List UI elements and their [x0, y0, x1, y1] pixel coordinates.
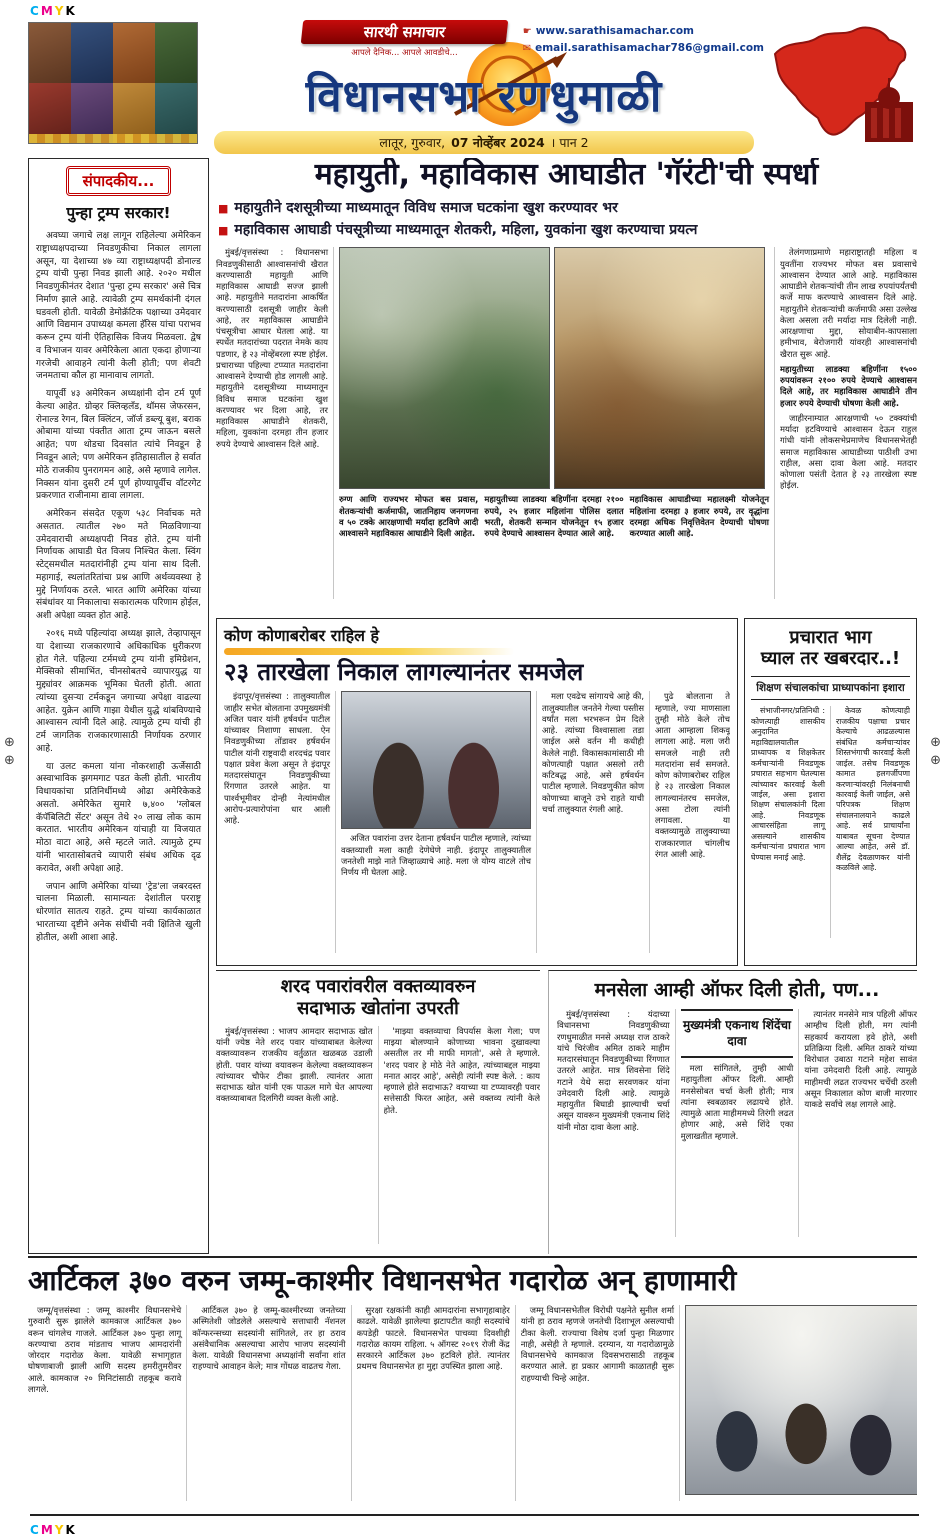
website-line [523, 23, 764, 40]
article-370-text: सुरक्षा रक्षकांनी काही आमदारांना सभागृहाबाहेर काढले. यावेळी झालेल्या झटापटीत काही सदस्यांचे कपडेही फाटले. विधानसभेत पाचव्या दिवशीही गदारोळ कायम राहिला. ५ ऑगस्ट २०१९ रोजी केंद्र सरकारने आर्टिकल ३७० हटविले होते. त्यानंतर प्रथमच विधानसभेत हा मुद्दा उपस्थित झाला आहे. [356, 1305, 510, 1372]
collage-photo [155, 83, 197, 143]
who-with-whom-article [216, 618, 738, 966]
masthead [28, 20, 917, 154]
lead-text: तेलंगणाप्रमाणे महाराष्ट्रातही महिला व युवतींना राज्यभर मोफत बस प्रवासाचे आश्वासन देण्यात आले आहे. महाविकास आघाडीने शेतकऱ्यांची तीन लाख रुपयांपर्यंतची कर्जे माफ करण्याचे आश्वासन दिले आहे. महायुतीने शेतकऱ्यांची कर्जमाफी असा उल्लेख केला असला तरी मर्यादा मात्र दिलेली नाही. आरक्षणाचा मुद्दा, सोयाबीन-कापसाला हमीभाव, बेरोजगारी यांवरही आश्वासनांची खैरात सुरू आहे. [780, 247, 917, 359]
editorial-paragraph: २०१६ मध्ये पहिल्यांदा अध्यक्ष झाले, तेव्हापासून या देशाच्या राजकारणाचे अधिकाधिक धुरीकरण होत गेले. पहिल्या टर्ममध्ये ट्रम्प यांनी इमिग्रेशन, मेक्सिको सीमाभिंत, चीनसोबतचे व्यापारयुद्ध या मुद्द्यांवर आक्रमक भूमिका घेतली होती. आता त्यांच्या दुसऱ्या टर्मकडून जगाच्या अपेक्षा वाढल्या आहेत. युक्रेन आणि गाझा येथील युद्धे थांबविण्याचे आश्वासन त्यांनी दिले आहे. त्यामुळे ट्रम्प यांची ही टर्म जागतिक राजकारणासाठी निर्णायक ठरणार आहे. [36, 628, 201, 754]
cmyk-m-mark: M [40, 4, 55, 18]
website-text: www.sarathisamachar.com [535, 25, 694, 37]
paper-name-ribbon [301, 20, 509, 44]
warning-subhead: शिक्षण संचालकांचा प्राध्यापकांना इशारा [751, 676, 910, 700]
photo-captions [339, 494, 769, 543]
article-370-column [357, 1305, 516, 1501]
paper-tagline: आपले दैनिक... आपले आवडीचे... [351, 48, 458, 58]
email-text: email.sarathisamachar786@gmail.com [535, 42, 764, 54]
mns-text: मला सांगितले, तुम्ही आधी महायुतीला ऑफर दिली. आम्ही मनसेसोबत चर्चा केली होती; मात्र त्यांना स्वबळावर लढायचे होते. त्यामुळे आता माहीममध्ये तिरंगी लढत होणार आहे, असे शिंदे एका मुलाखतीत म्हणाले. [680, 1063, 794, 1141]
article-370-story [28, 1256, 917, 1501]
photo-caption: महाविकास आघाडीच्या महालक्ष्मी योजनेतून महिलांना दरमहा ३ हजार रुपये, तर वृद्धांना दरमहा अधिक निवृत्तिवेतन देण्याची घोषणा करण्यात आली आहे. [629, 494, 769, 539]
lead-highlight-text: महायुतीच्या लाडक्या बहिणींना १५०० रुपयांवरून २१०० रुपये देण्याचे आश्वासन दिले आहे, तर महाविकास आघाडीने तीन हजार रुपये देण्याची घोषणा केली आहे. [780, 363, 917, 408]
lead-article [216, 158, 917, 614]
bullet-icon: ■ [218, 202, 229, 215]
mns-column [557, 1009, 676, 1237]
photo-caption: महायुतीच्या लाडक्या बहिणींना दरमहा २१०० रुपये, २५ हजार महिलांना पोलिस दलात भरती, शेतकरी सन्मान योजनेतून १५ हजार रुपये देण्याचे आश्वासन देण्यात आले आहे. [484, 494, 624, 539]
cmyk-k-mark: K [65, 4, 77, 18]
mns-column [804, 1009, 917, 1237]
article-370-column [28, 1305, 187, 1501]
sadabhau-headline-line1: शरद पवारांवरील वक्तव्यावरुन [280, 976, 476, 997]
editorial-headline: पुन्हा ट्रम्प सरकार! [66, 204, 171, 222]
collage-photo [113, 83, 155, 143]
mns-text: त्यानंतर मनसेने मात्र पहिली ऑफर आम्हीच दिली होती, मग त्यांनी सहकार्य करायला हवे होते, अशी प्रतिक्रिया दिली. अमित ठाकरे यांच्या विरोधात उबाठा गटाने महेश सावंत यांना उमेदवारी दिली आहे. त्यामुळे माहीमची लढत राज्यभर चर्चेची ठरली असून निकालात कोण बाजी मारणार याकडे सर्वांचे लक्ष लागले आहे. [804, 1009, 917, 1109]
middle-row [216, 618, 917, 966]
sadabhau-column [216, 1026, 379, 1244]
lead-bullets [216, 198, 917, 241]
editorial-column [28, 158, 209, 1254]
registration-mark-icon: ⊕ [930, 735, 941, 750]
dateline-date: 07 नोव्हेंबर 2024 [451, 135, 545, 150]
cmyk-m-mark: M [40, 1523, 55, 1537]
collage-photo [71, 23, 113, 83]
campaign-warning-box [744, 618, 917, 966]
lead-photo-block [339, 247, 775, 599]
bullet-text: महाविकास आघाडी पंचसूत्रीच्या माध्यमातून शेतकरी, महिला, युवकांना खुश करण्याचा प्रयत्न [234, 221, 698, 238]
editorial-label: संपादकीय... [66, 166, 172, 196]
article-370-column [192, 1305, 351, 1501]
registration-mark-icon: ⊕ [4, 735, 15, 750]
dateline-page: । पान 2 [550, 135, 589, 150]
warning-column [836, 706, 910, 938]
who-kicker: कोण कोणाबरोबर राहिल हे [224, 626, 380, 645]
registration-mark-icon: ⊕ [4, 753, 15, 768]
cmyk-c-mark: C [30, 1523, 41, 1537]
warning-text: संभाजीनगर/प्रतिनिधी : कोणत्याही शासकीय अनुदानित महाविद्यालयातील प्राध्यापक व शिक्षकेतर कर्मचाऱ्यांनी निवडणूक प्रचारात सहभाग घेतल्यास त्यांच्यावर कारवाई केली जाईल, असा इशारा शिक्षण संचालकांनी दिला आहे. निवडणूक आचारसंहिता लागू असल्याने शासकीय कर्मचाऱ्यांना प्रचारात भाग घेण्यास मनाई आहे. [751, 706, 825, 862]
warning-text: केवळ कोणत्याही राजकीय पक्षाचा प्रचार केल्याचे आढळल्यास संबंधित कर्मचाऱ्यांवर शिस्तभंगाची कारवाई केली जाईल. तसेच निवडणूक कामात हलगर्जीपणा करणाऱ्यांवरही निलंबनाची कारवाई केली जाईल, असे परिपत्रक शिक्षण संचालनालयाने काढले आहे. सर्व प्राचार्यांना याबाबत सूचना देण्यात आल्या आहेत, असे डॉ. शैलेंद्र देवळाणकर यांनी कळविले आहे. [836, 706, 910, 873]
website-icon: ☛ [522, 26, 532, 37]
photo-mahayuti-rally [554, 247, 765, 489]
lead-column-right [780, 247, 917, 599]
article-370-column [521, 1305, 680, 1501]
masthead-photo-collage [28, 22, 198, 144]
mns-column [681, 1009, 800, 1237]
who-column [224, 691, 336, 953]
mns-text: मुंबई/वृत्तसंस्था : यंदाच्या विधानसभा निवडणुकीच्या रणधुमाळीत मनसे अध्यक्ष राज ठाकरे यांचे चिरंजीव अमित ठाकरे माहीम मतदारसंघातून निवडणुकीच्या रिंगणात उतरले आहेत. मात्र शिवसेना शिंदे गटाने येथे सदा सरवणकर यांना उमेदवारी दिली आहे. त्यामुळे महायुतीत बिघाडी झाल्याची चर्चा असून यावरून मुख्यमंत्री एकनाथ शिंदे यांनी मोठा दावा केला आहे. [557, 1009, 670, 1132]
who-text: अजित पवारांना उत्तर देताना हर्षवर्धन पाटील म्हणाले, त्यांच्या वक्तव्याशी मला काही देणेघेणे नाही. इंदापूर तालुक्यातील जनतेशी माझे नाते जिव्हाळ्याचे आहे. मला जे योग्य वाटले तोच निर्णय मी घेतला आहे. [341, 833, 531, 878]
who-column [655, 691, 730, 953]
lead-body [216, 247, 917, 599]
who-text: इंदापूर/वृत्तसंस्था : तालुक्यातील जाहीर सभेत बोलताना उपमुख्यमंत्री अजित पवार यांनी हर्षवर्धन पाटील यांच्यावर निशाणा साधला. ऐन निवडणुकीच्या तोंडावर हर्षवर्धन पाटील यांनी राष्ट्रवादी शरदचंद्र पवार पक्षात प्रवेश केला असून ते इंदापूर मतदारसंघातून निवडणुकीच्या रिंगणात उतरले आहेत. या पार्श्वभूमीवर दोन्ही नेत्यांमधील आरोप-प्रत्यारोपांना धार आली आहे. [224, 691, 330, 826]
cm-shinde-claim-inset: मुख्यमंत्री एकनाथ शिंदेंचा दावा [681, 1009, 794, 1058]
collage-photo [71, 83, 113, 143]
mns-offer-article [548, 970, 917, 1254]
editorial-paragraph: जपान आणि अमेरिका यांच्या 'ट्रेड'ला जबरदस्त चालना मिळाली. सामान्यतः देशांतील परराष्ट्र धोरणांत सातत्य राहते. ट्रम्प यांच्या कार्यकाळात भारताच्या दृष्टीने अनेक संधींची नवी क्षितिजे खुली होतील, अशी आशा आहे. [36, 881, 201, 943]
warning-column [751, 706, 831, 938]
mns-headline: मनसेला आम्ही ऑफर दिली होती, पण... [594, 979, 880, 1001]
editorial-paragraph: यापूर्वी ४३ अमेरिकन अध्यक्षांनी दोन टर्म पूर्ण केल्या आहेत. ग्रोव्हर क्लिव्हलँड, थॉमस जेफरसन, रोनाल्ड रेगन, बिल क्लिंटन, जॉर्ज डब्ल्यू बुश, बराक ओबामा यांच्या पंक्तीत आता ट्रम्प जाऊन बसले आहेत; पण थोडचा दिवसांत त्यांचे निवडून हे निवडून आले; पण अमेरिकन इतिहासातील हे सर्वात मोठे राजकीय पुनरागमन आहे, असे म्हणावे लागेल. निक्सन यांना दुसरी टर्म पूर्ण होण्यापूर्वीच वॉटरगेट प्रकरणात राजीनामा द्यावा लागला. [36, 389, 201, 502]
editorial-paragraph: या उलट कमला यांना नोकरशाही ऊर्जेसाठी अस्वाभाविक झगमगाट पडत केली होती. भारतीय विधायकांचा प्रतिनिधींमध्ये ओढा अमेरिकेकडे असतो. अमेरिकेत सुमारे ७,४०० 'ग्लोबल कॅपॅबिलिटी सेंटर' असून तेथे २० लाख लोक काम करतात. भारतीय अमेरिकन यांचाही या विजयात मोठा वाटा आहे, असे म्हटले जाते. त्यामुळे ट्रम्प यांनी भारतासोबतचे व्यापारी संबंध अधिक दृढ करावेत, अशी अपेक्षा आहे. [36, 761, 201, 874]
warning-headline-line2: घ्याल तर खबरदार..! [760, 648, 901, 670]
lead-headline: महायुती, महाविकास आघाडीत 'गॅरंटी'ची स्पर्धा [314, 158, 819, 192]
photo-assembly-scuffle [685, 1305, 917, 1495]
dateline-city: लातूर, गुरुवार, [379, 135, 446, 150]
article-370-text: जम्मू विधानसभेतील विरोधी पक्षनेते सुनील शर्मा यांनी हा ठराव म्हणजे जनतेची दिशाभूल असल्याची टीका केली. राज्याचा विशेष दर्जा पुन्हा मिळणार नाही, असेही ते म्हणाले. दरम्यान, या गदारोळामुळे विधानसभेचे कामकाज दिवसभरासाठी तहकूब करण्यात आले. हा प्रकार आगामी काळातही सुरू राहण्याची चिन्हे आहेत. [520, 1305, 674, 1383]
warning-headline [751, 627, 910, 669]
who-headline: २३ तारखेला निकाल लागल्यानंतर समजेल [224, 658, 584, 686]
lead-column-1 [216, 247, 334, 599]
who-text: पुढे बोलताना ते म्हणाले, ज्या माणसाला तुम्ही मोठे केले तोच आता आम्हाला शिकवू लागला आहे. मला जरी समजले नाही तरी मतदारांना सर्व समजते. कोण कोणाबरोबर राहिल हे २३ तारखेला निकाल लागल्यानंतरच समजेल, असा टोला त्यांनी लगावला. या वक्तव्यामुळे तालुक्याच्या राजकारणात चांगलीच रंगत आली आहे. [655, 691, 730, 859]
paper-name: सारथी समाचार [362, 23, 447, 41]
sadabhau-text: 'माझ्या वक्तव्याचा विपर्यास केला गेला; पण माझ्या बोलण्याने कोणाच्या भावना दुखावल्या असतील तर मी माफी मागतो', असे ते म्हणाले. 'शरद पवार हे मोठे नेते आहेत, त्यांच्याबद्दल माझ्या मनात आदर आहे', असेही त्यांनी स्पष्ट केले. : काय म्हणाले होते सदाभाऊ? वयाच्या या टप्प्यावरही पवार सत्तेसाठी फिरत आहेत, असे वक्तव्य त्यांनी केले होते. [383, 1025, 540, 1115]
cmyk-c-mark: C [30, 4, 41, 18]
photo-ajit-pawar-harshvardhan-patil [341, 691, 531, 829]
lead-bullet [216, 198, 917, 220]
collage-photo [113, 23, 155, 83]
lower-row [216, 970, 917, 1254]
photo-caption: रुग्ण आणि राज्यभर मोफत बस प्रवास, शेतकऱ्यांची कर्जमाफी, जातनिहाय जनगणना व ५० टक्के आरक्षणाची मर्यादा हटविणे आदी आश्वासने महाविकास आघाडीने दिली आहेत. [339, 494, 479, 539]
photo-mahavikas-aghadi-rally [339, 247, 550, 489]
collage-photo [155, 23, 197, 83]
lead-text: जाहीरनाम्यात आरक्षणाची ५० टक्क्यांची मर्यादा हटविण्याचे आश्वासन देऊन राहुल गांधी यांनी लोकसभेप्रमाणेच विधानसभेतही समाज महाविकास आघाडीच्या पाठीशी उभा राहील, असा दावा केला आहे. मतदार कोणाला पसंती देतात हे २३ तारखेला स्पष्ट होईल. [780, 412, 917, 491]
email-line [523, 40, 764, 57]
warning-headline-line1: प्रचारात भाग [789, 627, 872, 648]
bullet-text: महायुतीने दशसूत्रीच्या माध्यमातून विविध समाज घटकांना खुश करण्यावर भर [234, 200, 618, 216]
collage-photo [29, 83, 71, 143]
masthead-center [204, 20, 764, 130]
who-column [542, 691, 650, 953]
who-text: मला एवढेच सांगायचे आहे की, तालुक्यातील जनतेने गेल्या पस्तीस वर्षांत मला भरभरून प्रेम दिले आहे. त्यांच्या विश्वासाला तडा जाईल असे वर्तन मी कधीही केलेले नाही. विकासकामांसाठी मी कोणत्याही पक्षात असलो तरी कटिबद्ध आहे, असे हर्षवर्धन पाटील म्हणाले. निवडणुकीत कोण कोणाच्या बाजूने उभे राहते याची चर्चा तालुक्यात रंगली आहे. [542, 691, 644, 814]
cmyk-k-mark: K [65, 1523, 77, 1537]
lead-text: मुंबई/वृत्तसंस्था : विधानसभा निवडणुकीसाठी आश्वासनांची खैरात करण्यासाठी महायुती आणि महाविकास आघाडी सज्ज झाली आहे. महायुतीने मतदारांना आकर्षित करण्यासाठी दशसूत्री जाहीर केली आहे, तर महाविकास आघाडीने पंचसूत्रीचा आधार घेतला आहे. या स्पर्धेत मतदारांच्या पदरात नेमके काय पडणार, हे २३ नोव्हेंबरला स्पष्ट होईल. प्रचाराच्या पहिल्या टप्प्यात मतदारांना आश्वासने देण्याची होड लागली आहे. महायुतीने दशसूत्रीच्या माध्यमातून विविध समाज घटकांना खुश करण्यावर भर दिला आहे, तर महाविकास आघाडीने शेतकरी, महिला, युवकांना दरमहा तीन हजार रुपये देण्याचे आश्वासन दिले आहे. [216, 247, 328, 449]
article-370-headline: आर्टिकल ३७० वरुन जम्मू-काश्मीर विधानसभेत गदारोळ अन् हाणामारी [28, 1264, 737, 1297]
sadabhau-text: मुंबई/वृत्तसंस्था : भाजप आमदार सदाभाऊ खोत यांनी ज्येष्ठ नेते शरद पवार यांच्याबाबत केलेल्या वक्तव्यावरून राजकीय वर्तुळात खळबळ उडाली होती. पवार यांच्या वयावरून केलेल्या वक्तव्यावरून त्यांच्यावर चौफेर टीका झाली. त्यानंतर आता सदाभाऊ खोत यांनी एक पाऊल मागे घेत आपल्या वक्तव्याबाबत दिलगिरी व्यक्त केली आहे. [216, 1025, 373, 1104]
registration-mark-icon: ⊕ [930, 753, 941, 768]
edition-title: विधानसभा रणधुमाळी [305, 71, 663, 122]
maharashtra-map-graphic [767, 20, 917, 148]
collage-photo [29, 23, 71, 83]
article-370-text: जम्मू/वृत्तसंस्था : जम्मू काश्मीर विधानसभेचे गुरुवारी सुरू झालेले कामकाज आर्टिकल ३७० वरून चांगलेच गाजले. आर्टिकल ३७० पुन्हा लागू करण्याचा ठराव मांडताच भाजप आमदारांनी जोरदार गदारोळ केला. यावेळी सभागृहात घोषणाबाजी झाली आणि सदस्य हमरीतुमरीवर आले. कामकाज २० मिनिटांसाठी तहकूब करावे लागले. [28, 1305, 182, 1394]
lead-bullet [216, 220, 917, 242]
sadabhau-headline [216, 976, 540, 1020]
bullet-icon: ■ [218, 223, 229, 237]
dateline [214, 131, 754, 154]
print-color-marks-top [30, 4, 77, 18]
sadabhau-headline-line2: सदाभाऊ खोतांना उपरती [297, 997, 459, 1019]
masthead-contacts [523, 23, 764, 57]
cmyk-y-mark: Y [54, 1523, 66, 1537]
article-370-text: आर्टिकल ३७० हे जम्मू-काश्मीरच्या जनतेच्या अस्मितेशी जोडलेले असल्याचे सत्ताधारी नॅशनल कॉन्फरन्सच्या सदस्यांनी सांगितले, तर हा ठराव असंवैधानिक असल्याचा आरोप भाजप सदस्यांनी केला. यावेळी विधानसभा अध्यक्षांनी सर्वांना शांत राहण्याचे आवाहन केले; मात्र गोंधळ वाढतच गेला. [192, 1305, 346, 1372]
editorial-paragraph: अवघ्या जगाचे लक्ष लागून राहिलेल्या अमेरिकन राष्ट्राध्यक्षपदाच्या निवडणुकीचा निकाल लागला असून, या देशाच्या ४७ व्या राष्ट्राध्यक्षपदी डोनाल्ड ट्रम्प यांची पुन्हा निवड झाली आहे. २०२० मधील निवडणुकीनंतर देशात 'पुन्हा ट्रम्प सरकार' असे चित्र निर्माण झाले आहे. त्यावेळी ट्रम्प समर्थकांनी दंगल घडवली होती. यावेळी डेमोक्रॅटिक पक्षाच्या उमेदवार आणि विद्यमान उपाध्यक्ष कमला हॅरिस यांचा पराभव करून ट्रम्प यांनी ऐतिहासिक विजय मिळवला. द्वेष व विभाजन यावर अमेरिकेला आता एकदा होणाऱ्या गरजेची आवाहने त्यांनी केली होती; पण शेवटी जनमताचा कौल हा मानावाच लागतो. [36, 231, 201, 382]
sadabhau-khot-article [216, 970, 540, 1254]
who-photo-column [341, 691, 537, 953]
cmyk-y-mark: Y [54, 4, 66, 18]
sadabhau-column [384, 1026, 541, 1244]
print-color-marks-bottom [30, 1514, 919, 1537]
editorial-paragraph: अमेरिकन संसदेत एकूण ५३८ निर्वाचक मते असतात. त्यातील २७० मते मिळविणाऱ्या उमेदवाराची अध्यक्षपदी निवड होते. ट्रम्प यांनी निर्णायक आघाडी घेत विजय निश्चित केला. स्विंग स्टेट्समधील मतदारांनीही ट्रम्प यांना साथ दिली. महागाई, स्थलांतरितांचा प्रश्न आणि अर्थव्यवस्था हे मुद्दे निर्णायक ठरले. भारत आणि अमेरिका यांच्या संबंधांवर या निकालाचा सकारात्मक परिणाम होईल, अशी अपेक्षा व्यक्त होत आहे. [36, 509, 201, 622]
decorative-swoosh [224, 648, 514, 655]
email-icon: ✉ [522, 43, 532, 54]
